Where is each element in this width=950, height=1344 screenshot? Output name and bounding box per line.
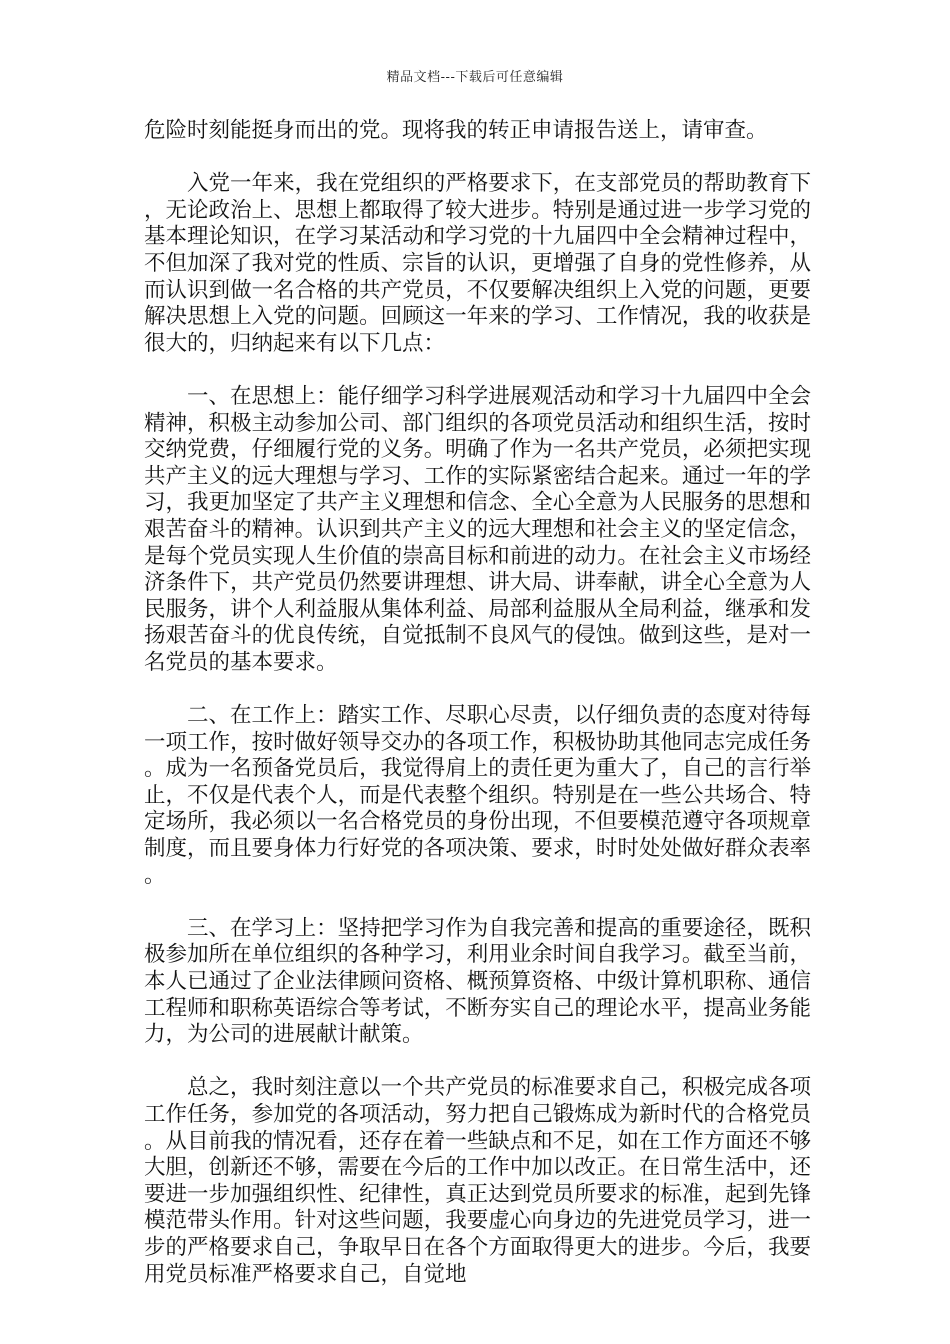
paragraph-ideology: 一、在思想上：能仔细学习科学进展观活动和学习十九届四中全会精神，积极主动参加公司、部门组织的各项党员活动和组织生活，按时交纳党费，仔细履行党的义务。明确了作为一名共产党员，必须把实现共产主义的远大理想与学习、工作的实际紧密结合起来。通过一年的学习，我更加坚定了共产主义理想和信念、全心全意为人民服务的思想和艰苦奋斗的精神。认识到共产主义的远大理想和社会主义的坚定信念，是每个党员实现人生价值的崇高目标和前进的动力。在社会主义市场经济条件下，共产党员仍然要讲理想、讲大局、讲奉献，讲全心全意为人民服务，讲个人利益服从集体利益、局部利益服从全局利益，继承和发扬艰苦奋斗的优良传统，自觉抵制不良风气的侵蚀。做到这些，是对一名党员的基本要求。	[144, 383, 811, 675]
paragraph-work: 二、在工作上：踏实工作、尽职心尽责，以仔细负责的态度对待每一项工作，按时做好领导交办的各项工作，积极协助其他同志完成任务。成为一名预备党员后，我觉得肩上的责任更为重大了，自己的言行举止，不仅是代表个人，而是代表整个组织。特别是在一些公共场合、特定场所，我必须以一名合格党员的身份出现，不但要模范遵守各项规章制度，而且要身体力行好党的各项决策、要求，时时处处做好群众表率。	[144, 703, 811, 888]
page-header: 精品文档---下载后可任意编辑	[386, 70, 564, 85]
paragraph-continuation: 危险时刻能挺身而出的党。现将我的转正申请报告送上，请审查。	[144, 118, 768, 143]
paragraph-intro: 入党一年来，我在党组织的严格要求下，在支部党员的帮助教育下，无论政治上、思想上都取得了较大进步。特别是通过进一步学习党的基本理论知识，在学习某活动和学习党的十九届四中全会精神过程中，不但加深了我对党的性质、宗旨的认识，更增强了自身的党性修养，从而认识到做一名合格的共产党员，不仅要解决组织上入党的问题，更要解决思想上入党的问题。回顾这一年来的学习、工作情况，我的收获是很大的，归纳起来有以下几点：	[144, 171, 811, 356]
paragraph-study: 三、在学习上：坚持把学习作为自我完善和提高的重要途径，既积极参加所在单位组织的各种学习，利用业余时间自我学习。截至当前，本人已通过了企业法律顾问资格、概预算资格、中级计算机职称、通信工程师和职称英语综合等考试，不断夯实自己的理论水平，提高业务能力，为公司的进展献计献策。	[144, 915, 811, 1048]
document-body	[144, 118, 811, 1288]
paragraph-summary: 总之，我时刻注意以一个共产党员的标准要求自己，积极完成各项工作任务，参加党的各项活动，努力把自己锻炼成为新时代的合格党员。从目前我的情况看，还存在着一些缺点和不足，如在工作方面还不够大胆，创新还不够，需要在今后的工作中加以改正。在日常生活中，还要进一步加强组织性、纪律性，真正达到党员所要求的标准，起到先锋模范带头作用。针对这些问题，我要虚心向身边的先进党员学习，进一步的严格要求自己，争取早日在各个方面取得更大的进步。今后，我要用党员标准严格要求自己，自觉地	[144, 1075, 811, 1287]
